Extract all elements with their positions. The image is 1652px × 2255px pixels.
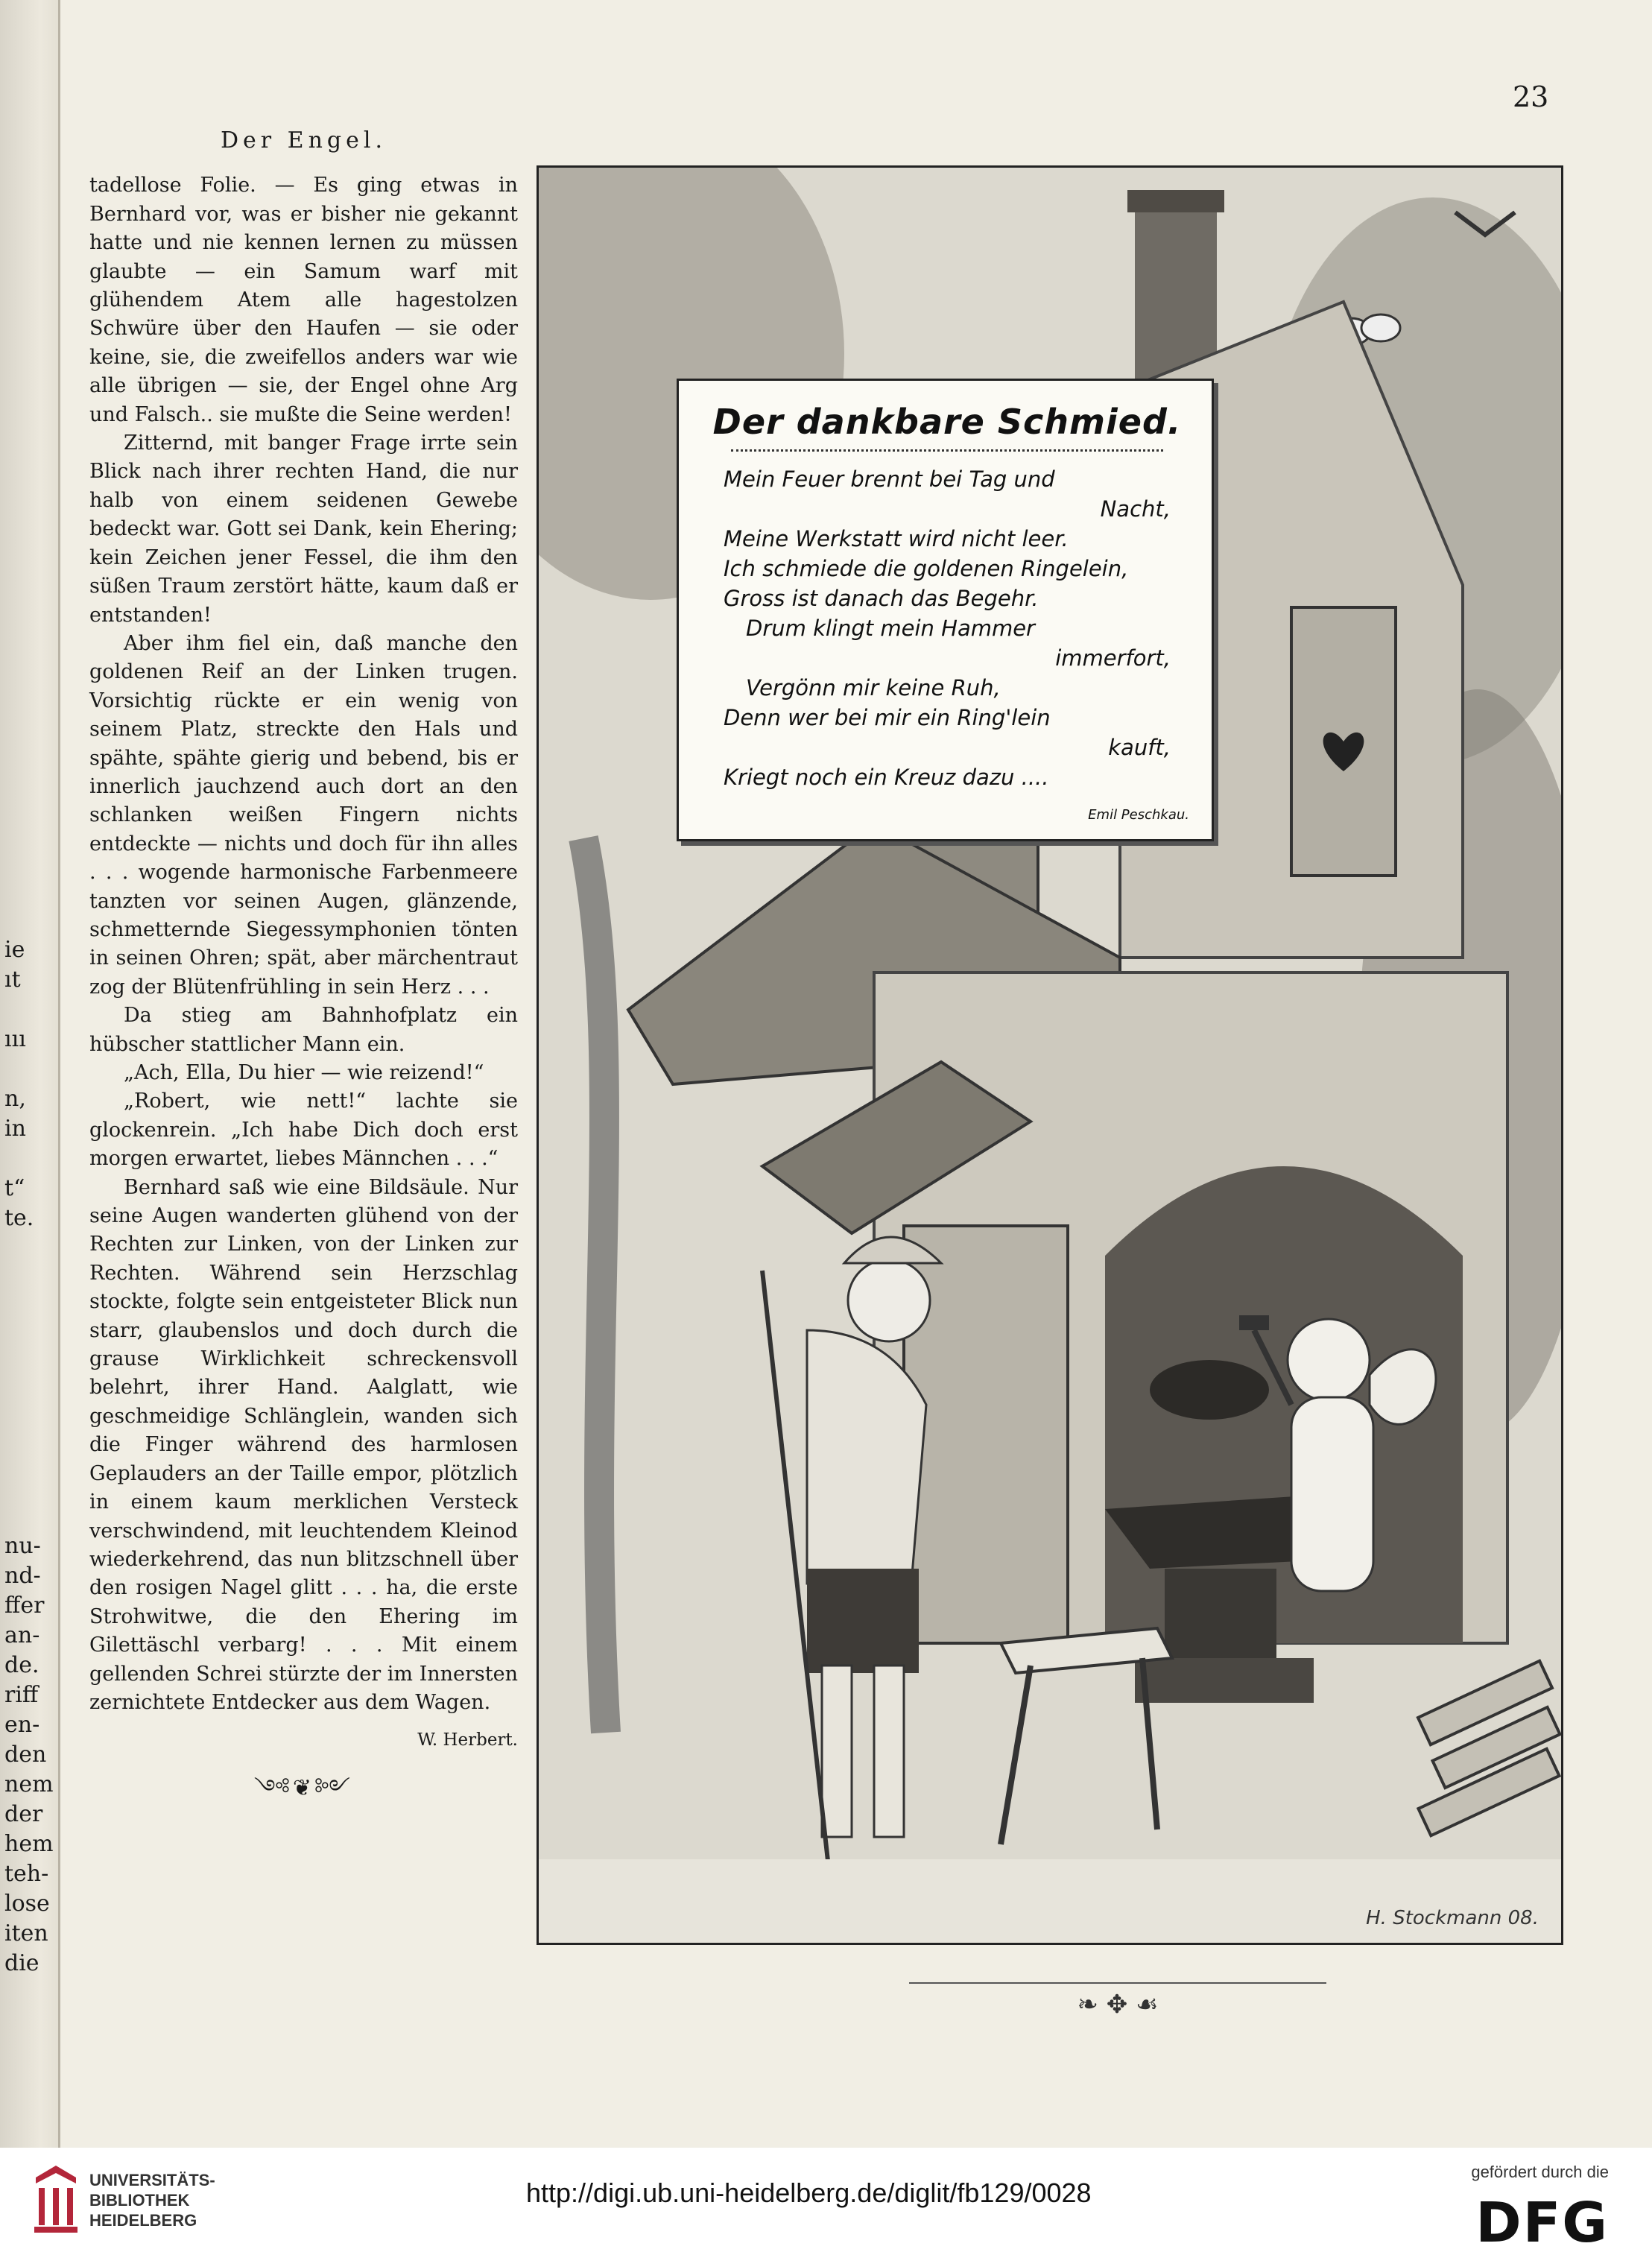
poem-line: Gross ist danach das Begehr. (724, 586, 1039, 611)
edge-fragment: riff (4, 1682, 39, 1708)
edge-fragment (4, 995, 57, 1025)
edge-fragment: ffer (4, 1593, 45, 1619)
dfg-logo: DFG (1475, 2191, 1609, 2255)
institution-line: HEIDELBERG (89, 2211, 197, 2230)
edge-fragment: den (4, 1742, 47, 1768)
edge-fragment: n, (4, 1086, 26, 1112)
edge-fragment: teh- (4, 1861, 49, 1887)
ornament-icon: ༺❦༻ (253, 1774, 354, 1801)
edge-fragment (4, 1353, 57, 1382)
edge-fragment: lose (4, 1891, 50, 1917)
poem-line: Mein Feuer brennt bei Tag und (724, 467, 1055, 492)
page-number: 23 (1513, 80, 1549, 113)
edge-fragment: iten (4, 1920, 48, 1946)
edge-fragment: nd- (4, 1563, 41, 1589)
edge-fragment: ıt (4, 967, 21, 993)
edge-fragment (4, 1263, 57, 1293)
article-paragraph: Da stieg am Bahnhofplatz ein hübscher stattlicher Mann ein. (89, 1004, 518, 1056)
edge-fragment: te. (4, 1205, 34, 1231)
edge-fragment: an- (4, 1622, 40, 1648)
edge-fragment: der (4, 1801, 43, 1827)
institution-line: UNIVERSITÄTS- (89, 2171, 215, 2189)
article-paragraph: Bernhard saß wie eine Bildsäule. Nur seine Augen wanderten glühend von der Rechten zur Linken, von der Linken zur Rechten. Während sein Herzschlag stockte, folgte sein entgeisteter Blick nun starr, glaubenslos und doch durch die grause Wirklichkeit schreckensvoll belehrt, ihrer Hand. Aalglatt, wie geschmeidige Schlänglein, wanden sich die Finger während des harmlosen Geplauders an der Taille empor, plötzlich in einem kaum merklichen Versteck verschwindend, mit leuchtendem Kleinod wiederkehrend, das nun blitzschnell über den rosigen Nagel glitt . . . ha, die erste Strohwitwe, die den Ehering im Gilettäschl verbarg! . . . Mit einem gellenden Schrei stürzte der im Innersten zernichtete Entdecker aus dem Wagen. (89, 1175, 518, 1714)
poem-author: Emil Peschkau. (1088, 807, 1189, 823)
viewer-footer (0, 2148, 1652, 2255)
article-title: Der Engel. (221, 127, 387, 154)
edge-fragment: in (4, 1116, 26, 1142)
illustration-blacksmith (537, 165, 1563, 1945)
edge-fragment (4, 1382, 57, 1412)
poem-line: Meine Werkstatt wird nicht leer. (724, 526, 1069, 551)
poem-line: Ich schmiede die goldenen Ringelein, (724, 556, 1129, 581)
edge-fragment: ie (4, 937, 25, 963)
poem-title: Der dankbare Schmied. (712, 402, 1182, 442)
adjacent-page-edge (0, 0, 60, 2148)
edge-fragment (4, 1233, 57, 1263)
poem-line: Denn wer bei mir ein Ring'lein (724, 705, 1051, 730)
permalink-url[interactable]: http://digi.ub.uni-heidelberg.de/diglit/fb129/0028 (526, 2177, 1092, 2208)
poem-verses (724, 467, 1171, 794)
poem-line: Kriegt noch ein Kreuz dazu .... (724, 765, 1049, 790)
edge-fragment (4, 1472, 57, 1502)
edge-fragment: ııı (4, 1026, 26, 1052)
artist-signature: H. Stockmann 08. (1366, 1907, 1539, 1929)
article-paragraph: Aber ihm fiel ein, daß manche den goldenen Reif an der Linken trugen. Vorsichtig rückte er ein wenig von seinem Platz, streckte den Hals und spähte, spähte gierig und bebend, bis er innerlich jauchzend auch dort an den schlanken weißen Fingern nichts entdeckte — nichts und doch für ihn alles . . . wogende harmonische Farbenmeere tanzten vor seinen Augen, glänzende, schmetternde Siegessymphonien tönten in seinen Ohren; spät, aber märchentraut zog der Blütenfrühling in sein Herz . . . (89, 631, 518, 999)
institution-name (89, 2170, 215, 2230)
edge-fragment (4, 1412, 57, 1442)
edge-fragment: t“ (4, 1175, 25, 1201)
article-paragraph: „Robert, wie nett!“ lachte sie glockenrein. „Ich habe Dich doch erst morgen erwartet, liebes Männchen . . .“ (89, 1089, 518, 1171)
adjacent-page-fragments (4, 935, 57, 1979)
edge-fragment: die (4, 1950, 39, 1976)
edge-fragment: de. (4, 1652, 39, 1678)
edge-fragment: nu- (4, 1533, 41, 1559)
edge-fragment (4, 1144, 57, 1174)
edge-fragment (4, 1442, 57, 1472)
article-column (89, 127, 518, 1803)
edge-fragment (4, 1502, 57, 1531)
article-author: W. Herbert. (417, 1730, 518, 1750)
edge-fragment: nem (4, 1771, 54, 1797)
poem-line: immerfort, (1055, 645, 1171, 671)
poem-card (677, 379, 1214, 841)
article-paragraph: Zitternd, mit banger Frage irrte sein Blick nach ihrer rechten Hand, die nur halb von einem seidenen Gewebe bedeckt war. Gott sei Dank, kein Ehering; kein Zeichen jener Fessel, die ihm den süßen Traum zerstört hätte, kaum daß er entstanden! (89, 431, 518, 627)
article-paragraph: tadellose Folie. — Es ging etwas in Bernhard vor, was er bisher nie gekannt hatte und nie kennen lernen zu müssen glaubte — ein Samum warf mit glühendem Atem alle hagestolzen Schwüre über den Haufen — sie oder keine, sie, die zweifellos anders war wie alle übrigen — sie, der Engel ohne Arg und Falsch.. sie mußte die Seine werden! (89, 174, 518, 426)
poem-line: Drum klingt mein Hammer (746, 616, 1035, 641)
institution-line: BIBLIOTHEK (89, 2191, 190, 2210)
university-library-logo-icon (31, 2163, 80, 2234)
edge-fragment: hem (4, 1831, 54, 1857)
edge-fragment: en- (4, 1712, 40, 1738)
edge-fragment (4, 1323, 57, 1353)
poem-line: Vergönn mir keine Ruh, (746, 675, 1001, 700)
funding-caption: gefördert durch die (1471, 2163, 1609, 2181)
edge-fragment (4, 1293, 57, 1323)
poem-line: Nacht, (1100, 496, 1171, 522)
poem-title-rule (731, 449, 1163, 452)
article-paragraph: „Ach, Ella, Du hier — wie reizend!“ (124, 1061, 484, 1084)
tailpiece-rule (909, 1982, 1326, 1984)
poem-line: kauft, (1108, 735, 1171, 760)
tailpiece-icon: ❧ ✥ ☙ (1077, 1990, 1159, 2020)
tailpiece-ornament (909, 1982, 1326, 2020)
edge-fragment (4, 1054, 57, 1084)
